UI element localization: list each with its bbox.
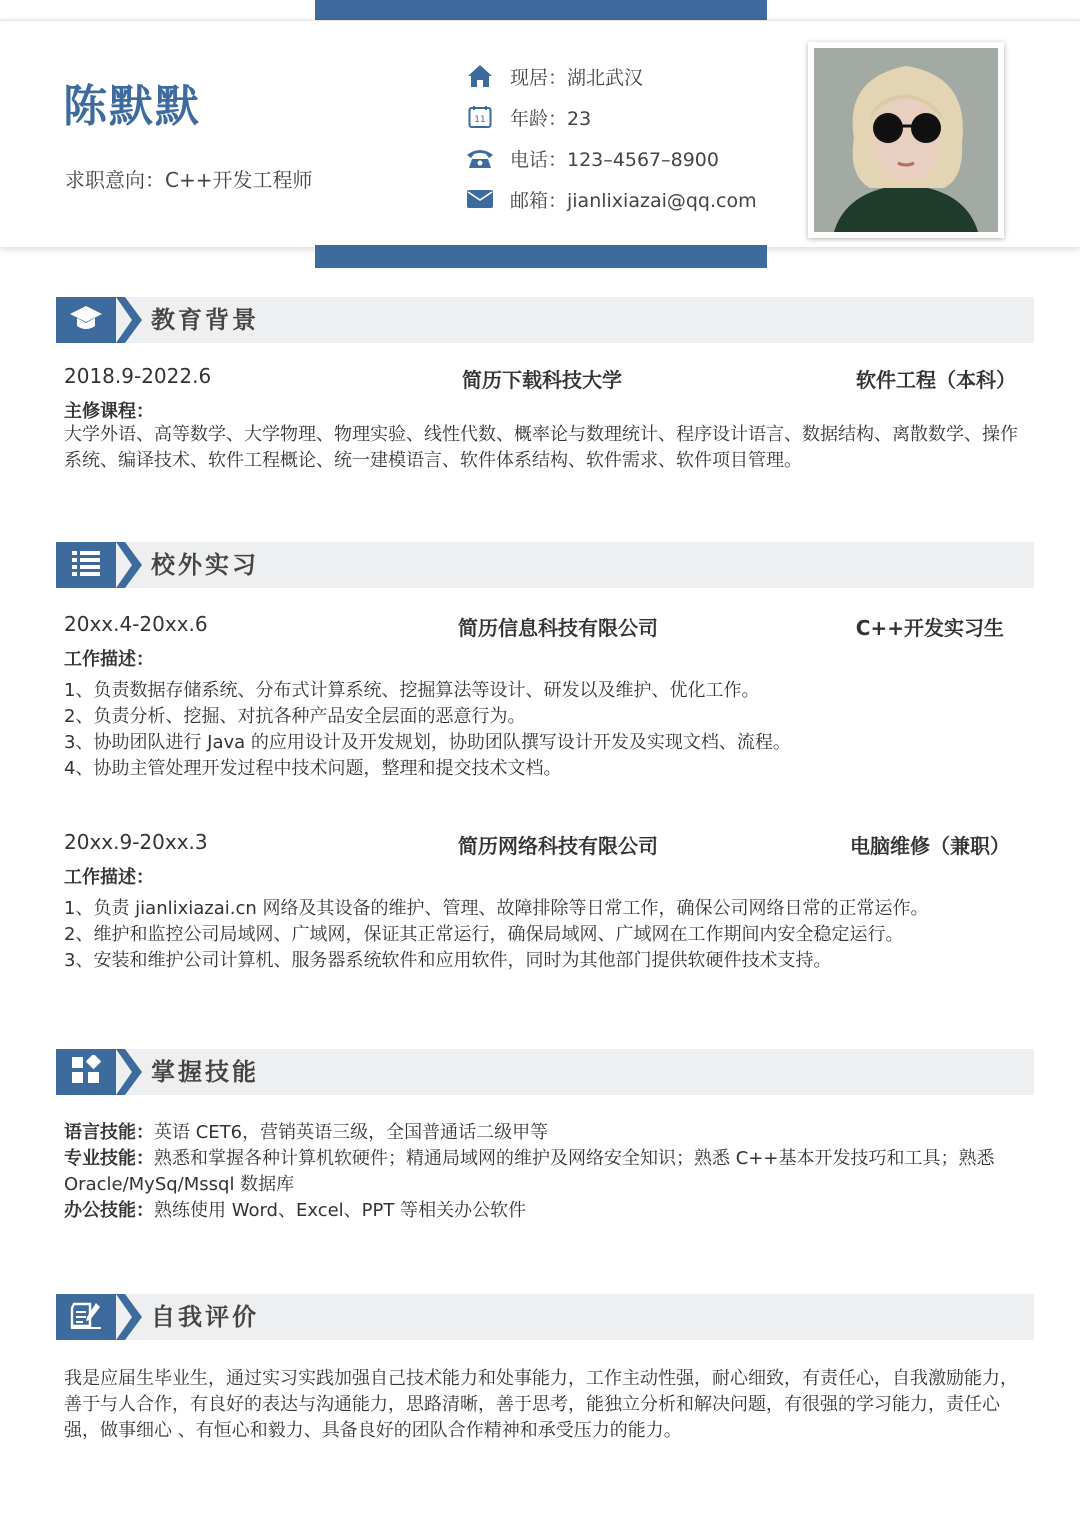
info-email	[466, 185, 757, 213]
skill-text: 英语 CET6，营销英语三级，全国普通话二级甲等	[154, 1122, 549, 1143]
skill-label: 办公技能：	[64, 1200, 154, 1221]
calendar-icon	[466, 103, 494, 131]
info-phone-text: 电话：123–4567–8900	[510, 148, 719, 171]
skills-chevron-icon	[116, 1049, 142, 1095]
internship-chevron-icon	[116, 542, 142, 588]
home-icon	[466, 62, 494, 90]
skills-icon-box	[56, 1049, 116, 1095]
profile-photo-frame	[808, 42, 1004, 238]
job-desc-item: 1、负责 jianlixiazai.cn 网络及其设备的维护、管理、故障排除等日常工作，确保公司网络日常的正常运作。	[64, 898, 929, 919]
job-company: 简历信息科技有限公司	[458, 616, 658, 640]
header-top-accent-bar	[315, 0, 767, 21]
skill-label: 专业技能：	[64, 1148, 154, 1169]
info-phone	[466, 144, 719, 172]
job-desc-label: 工作描述：	[64, 867, 154, 888]
job-desc-item: 2、维护和监控公司局域网、广域网，保证其正常运行，确保局域网、广域网在工作期间内安全稳定运行。	[64, 924, 904, 945]
skill-text: 熟练使用 Word、Excel、PPT 等相关办公软件	[154, 1200, 527, 1221]
courses-label: 主修课程：	[64, 401, 154, 422]
info-location-text: 现居：湖北武汉	[510, 66, 644, 89]
self-eval-title: 自我评价	[151, 1303, 259, 1331]
job-row	[64, 830, 1016, 859]
svg-text:11: 11	[474, 115, 486, 125]
internship-title: 校外实习	[151, 551, 259, 579]
candidate-name: 陈默默	[63, 81, 201, 132]
self-eval-icon-box	[56, 1294, 116, 1340]
job-period: 20xx.4-20xx.6	[64, 612, 208, 636]
job-role: C++开发实习生	[855, 616, 1004, 640]
skill-label: 语言技能：	[64, 1122, 154, 1143]
job-desc-item: 3、协助团队进行 Java 的应用设计及开发规划，协助团队撰写设计开发及实现文档、流程。	[64, 732, 791, 753]
education-chevron-icon	[116, 297, 142, 343]
mail-icon	[466, 185, 494, 213]
header-bottom-accent-bar	[315, 245, 767, 268]
education-school: 简历下载科技大学	[462, 368, 622, 392]
education-major: 软件工程（本科）	[856, 368, 1016, 392]
job-company: 简历网络科技有限公司	[458, 834, 658, 858]
profile-photo	[814, 48, 998, 232]
job-desc-item: 1、负责数据存储系统、分布式计算系统、挖掘算法等设计、研发以及维护、优化工作。	[64, 680, 760, 701]
job-period: 20xx.9-20xx.3	[64, 830, 208, 854]
job-intent: 求职意向：C++开发工程师	[65, 168, 313, 192]
self-eval-text: 我是应届生毕业生，通过实习实践加强自己技术能力和处事能力，工作主动性强，耐心细致，有责任心，自我激励能力，善于与人合作，有良好的表达与沟通能力，思路清晰，善于思考，能独立分析和解决问题，有很强的学习能力，责任心强，做事细心 、有恒心和毅力、具备良好的团队合作精神和承受压力的能力。	[64, 1368, 1018, 1441]
info-age-text: 年龄：23	[510, 107, 592, 130]
job-desc-item: 2、负责分析、挖掘、对抗各种产品安全层面的恶意行为。	[64, 706, 526, 727]
education-period: 2018.9-2022.6	[64, 364, 212, 388]
self-eval-chevron-icon	[116, 1294, 142, 1340]
education-title: 教育背景	[151, 306, 259, 334]
skill-item	[64, 1120, 1030, 1146]
phone-icon	[466, 144, 494, 172]
job-role: 电脑维修（兼职）	[850, 834, 1010, 858]
courses-text: 大学外语、高等数学、大学物理、物理实验、线性代数、概率论与数理统计、程序设计语言、数据结构、离散数学、操作系统、编译技术、软件工程概论、统一建模语言、软件体系结构、软件需求、软件项目管理。	[64, 424, 1018, 471]
skill-item	[64, 1146, 1030, 1198]
internship-icon-box	[56, 542, 116, 588]
apps-icon	[71, 1055, 101, 1089]
skills-title: 掌握技能	[151, 1058, 259, 1086]
job-desc-item: 3、安装和维护公司计算机、服务器系统软件和应用软件，同时为其他部门提供软硬件技术支持。	[64, 950, 832, 971]
info-location	[466, 62, 643, 90]
list-icon	[71, 549, 101, 581]
job-desc-label: 工作描述：	[64, 649, 154, 670]
document-edit-icon	[70, 1300, 102, 1334]
education-icon-box	[56, 297, 116, 343]
info-email-text: 邮箱：jianlixiazai@qq.com	[510, 189, 757, 212]
job-row	[64, 612, 1016, 641]
graduation-cap-icon	[69, 304, 103, 336]
info-age	[466, 103, 591, 131]
job-desc-item: 4、协助主管处理开发过程中技术问题，整理和提交技术文档。	[64, 758, 562, 779]
skill-item	[64, 1198, 1030, 1224]
education-row	[64, 364, 1016, 393]
skill-text: 熟悉和掌握各种计算机软硬件；精通局域网的维护及网络安全知识；熟悉 C++基本开发技巧和工具；熟悉 Oracle/MySq/Mssql 数据库	[64, 1148, 995, 1195]
